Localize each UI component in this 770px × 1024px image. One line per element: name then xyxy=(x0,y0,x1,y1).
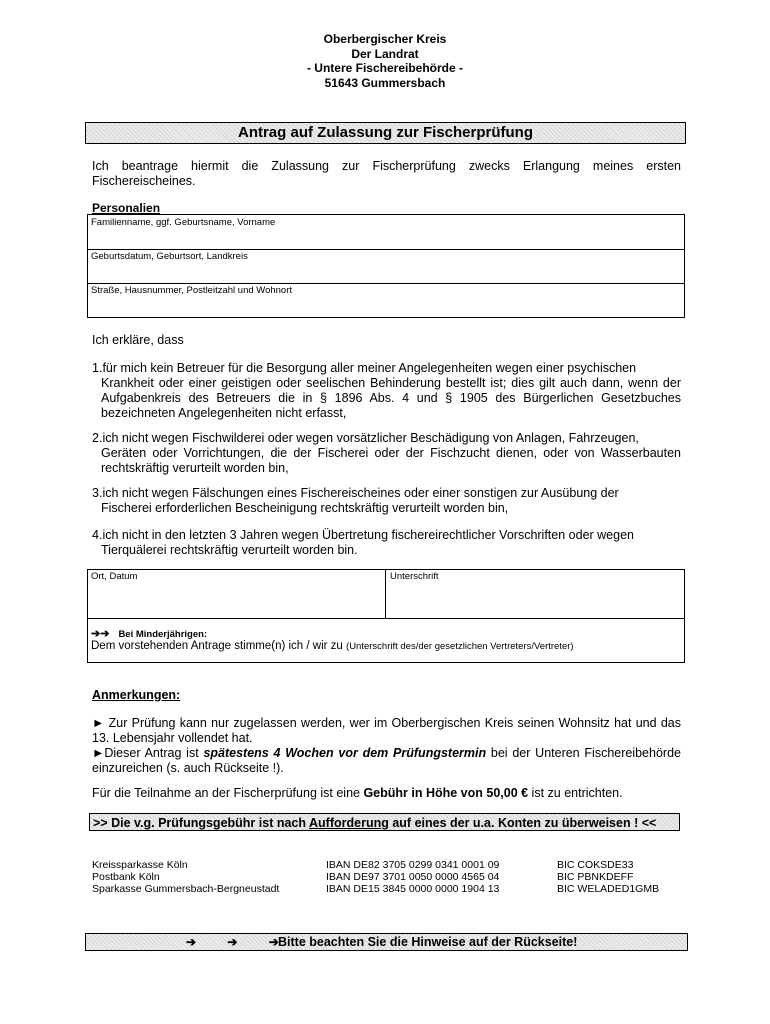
transfer-notice-underline: Aufforderung xyxy=(309,816,389,830)
fee-amount: Gebühr in Höhe von 50,00 € xyxy=(363,786,529,800)
item-continuation: Tierquälerei rechtskräftig verurteilt worden bin. xyxy=(101,543,358,557)
transfer-notice xyxy=(89,813,680,831)
bank-names xyxy=(92,859,279,895)
personalien-box xyxy=(87,214,685,318)
item-continuation: Fischerei erforderlichen Bescheinigung rechtskräftig verurteilt worden bin, xyxy=(101,501,509,515)
birth-field[interactable] xyxy=(88,249,684,284)
bank-bic: BIC COKSDE33 xyxy=(557,859,634,871)
minor-heading-label: Bei Minderjährigen: xyxy=(118,629,208,640)
declaration-intro: Ich erkläre, dass xyxy=(92,333,184,347)
item-number: 2. xyxy=(92,431,103,445)
fee-text-part1: Für die Teilnahme an der Fischerprüfung ist eine xyxy=(92,786,364,800)
name-field-label: Familienname, ggf. Geburtsname, Vorname xyxy=(91,217,276,228)
bank-ibans xyxy=(326,859,499,895)
bank-bics xyxy=(557,859,659,895)
item-first-line: ich nicht in den letzten 3 Jahren wegen Übertretung fischereirechtlicher Vorschriften oder wegen xyxy=(102,528,634,542)
note-deadline-part1: ►Dieser Antrag ist xyxy=(92,746,204,760)
header-line-district: Oberbergischer Kreis xyxy=(323,32,447,46)
declaration-item-2 xyxy=(92,431,681,476)
form-title: Antrag auf Zulassung zur Fischerprüfung xyxy=(85,122,686,144)
item-continuation: Geräten oder Vorrichtungen, die der Fischerei oder der Fischzucht dienen, oder von Wasserbauten rechtskräftig verurteilt worden bin, xyxy=(101,446,681,475)
minor-heading xyxy=(91,627,207,640)
backside-notice-text: Bitte beachten Sie die Hinweise auf der Rückseite! xyxy=(278,935,578,949)
authority-header xyxy=(0,32,770,90)
notes-label: Anmerkungen: xyxy=(92,688,181,702)
header-line-office: Der Landrat xyxy=(351,46,419,61)
address-field[interactable] xyxy=(88,283,684,317)
transfer-notice-part1: >> Die v.g. Prüfungsgebühr ist nach xyxy=(93,816,310,830)
note-deadline-part2: bei der Unteren Fischereibehörde einzureichen (s. auch Rückseite !). xyxy=(92,746,681,775)
name-field[interactable] xyxy=(88,215,684,250)
signature-row xyxy=(88,570,684,619)
item-first-line: für mich kein Betreuer für die Besorgung aller meiner Angelegenheiten wegen einer psychischen xyxy=(102,361,637,375)
bank-iban: IBAN DE15 3845 0000 0000 1904 13 xyxy=(326,883,500,895)
signature-divider xyxy=(385,570,386,618)
minor-consent-text: Dem vorstehenden Antrage stimme(n) ich / wir zu xyxy=(91,640,343,652)
note-deadline xyxy=(92,746,681,776)
fee-text-part2: ist zu entrichten. xyxy=(528,786,623,800)
declaration-item-3 xyxy=(92,486,681,516)
fee-text xyxy=(92,786,623,800)
intro-text: Ich beantrage hiermit die Zulassung zur Fischerprüfung zwecks Erlangung meines ersten Fischereischeines. xyxy=(92,159,681,188)
declaration-item-1 xyxy=(92,361,681,421)
signature-label: Unterschrift xyxy=(390,571,439,582)
bank-iban: IBAN DE97 3701 0050 0000 4565 04 xyxy=(326,871,500,883)
bank-iban: IBAN DE82 3705 0299 0341 0001 09 xyxy=(326,859,500,871)
birth-field-label: Geburtsdatum, Geburtsort, Landkreis xyxy=(91,251,248,262)
item-number: 3. xyxy=(92,486,103,500)
backside-notice xyxy=(85,933,688,951)
item-first-line: ich nicht wegen Fischwilderei oder wegen vorsätzlicher Beschädigung von Anlagen, Fahrzeugen, xyxy=(102,431,639,445)
item-number: 4. xyxy=(92,528,103,542)
address-field-label: Straße, Hausnummer, Postleitzahl und Wohnort xyxy=(91,285,293,296)
bank-bic: BIC WELADED1GMB xyxy=(557,883,660,895)
item-continuation: Krankheit oder einer geistigen oder seelischen Behinderung bestellt ist; dies gilt auch dann, wenn der Aufgabenkreis des Betreuers die in § 1896 Abs. 4 und § 1905 des Bürgerlichen Gesetzbuches bezeichneten Angelegenheiten nicht erfasst, xyxy=(101,376,681,420)
item-first-line: ich nicht wegen Fälschungen eines Fischereischeines oder einer sonstigen zur Ausübung der xyxy=(102,486,619,500)
double-arrow-icon: ➔➔ xyxy=(91,628,110,640)
minor-consent xyxy=(91,640,574,652)
signature-box xyxy=(87,569,685,663)
declaration-item-4 xyxy=(92,528,681,558)
bank-name: Postbank Köln xyxy=(92,871,160,883)
arrow-right-icon: ➔ ➔ ➔ xyxy=(186,935,293,949)
bank-name: Kreissparkasse Köln xyxy=(92,859,188,871)
transfer-notice-part2: auf eines der u.a. Konten zu überweisen ! << xyxy=(388,816,657,830)
personalien-label: Personalien xyxy=(92,201,161,215)
item-number: 1. xyxy=(92,361,103,375)
header-line-city: 51643 Gummersbach xyxy=(324,75,446,90)
place-date-label: Ort, Datum xyxy=(91,571,138,582)
bank-name: Sparkasse Gummersbach-Bergneustadt xyxy=(92,883,280,895)
note-deadline-emphasis: spätestens 4 Wochen vor dem Prüfungstermin xyxy=(203,746,487,760)
header-line-department: - Untere Fischereibehörde - xyxy=(306,61,464,75)
minor-consent-note: (Unterschrift des/der gesetzlichen Vertreters/Vertreter) xyxy=(346,641,574,652)
bank-bic: BIC PBNKDEFF xyxy=(557,871,634,883)
note-residence: ► Zur Prüfung kann nur zugelassen werden, wer im Oberbergischen Kreis seinen Wohnsitz hat und das 13. Lebensjahr vollendet hat. xyxy=(92,716,681,745)
